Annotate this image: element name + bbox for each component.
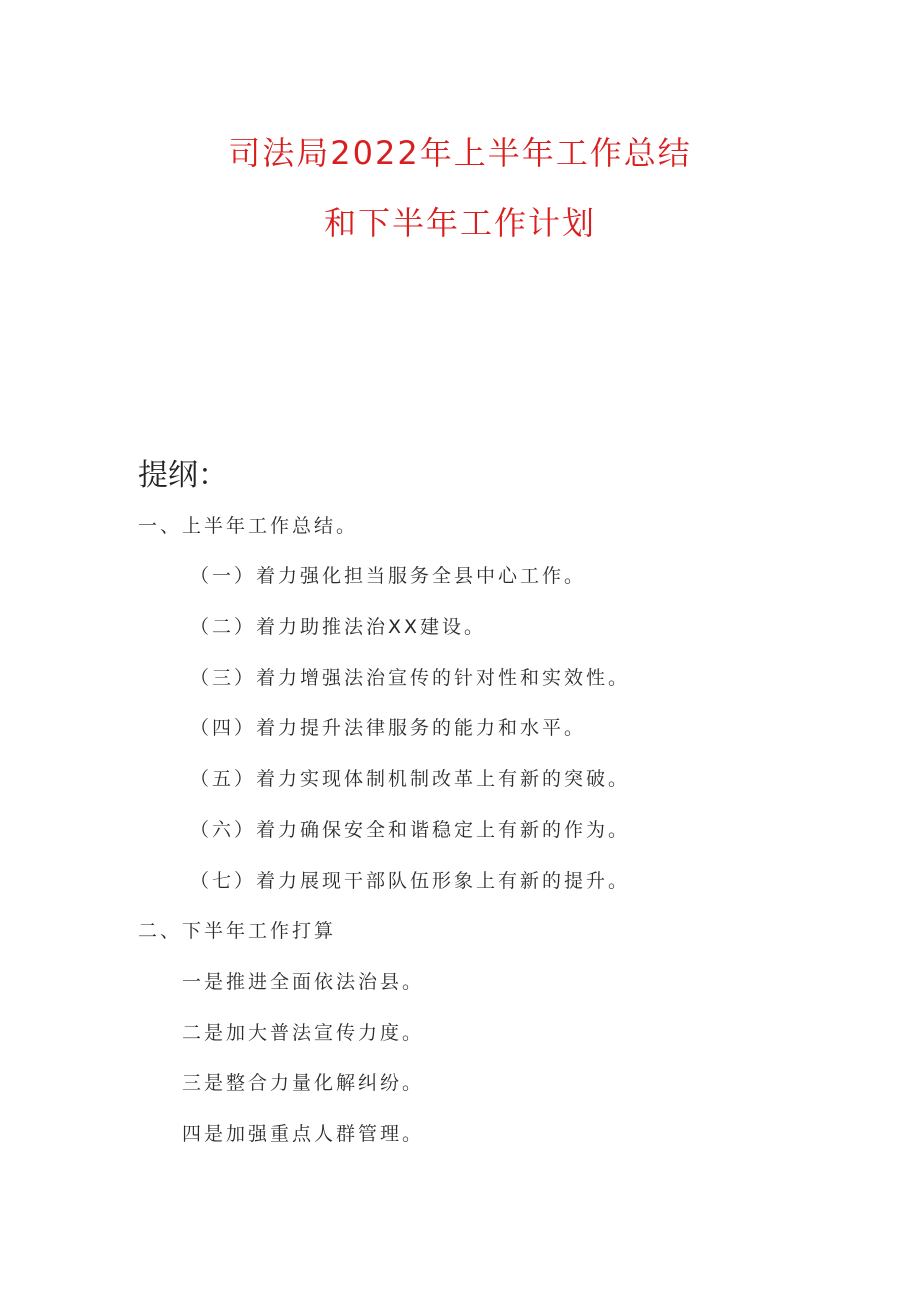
summary-item-6: （六）着力确保安全和谐稳定上有新的作为。: [190, 819, 631, 841]
summary-item-7: （七）着力展现干部队伍形象上有新的提升。: [190, 870, 631, 892]
summary-item-3: （三）着力增强法治宣传的针对性和实效性。: [190, 667, 631, 689]
summary-item-1: （一）着力强化担当服务全县中心工作。: [190, 565, 587, 587]
summary-item-4: （四）着力提升法律服务的能力和水平。: [190, 717, 587, 739]
document-title-line-1: 司法局2022年上半年工作总结: [228, 134, 692, 172]
plan-item-3: 三是整合力量化解纠纷。: [182, 1072, 425, 1094]
plan-item-1: 一是推进全面依法治县。: [182, 971, 425, 993]
section-heading-second-half-plan: 二、下半年工作打算: [138, 920, 337, 942]
outline-heading: 提纲：: [138, 458, 228, 493]
document-title-line-2: 和下半年工作计划: [323, 204, 596, 242]
plan-item-2: 二是加大普法宣传力度。: [182, 1022, 425, 1044]
section-heading-first-half-summary: 一、上半年工作总结。: [138, 515, 359, 537]
plan-item-4: 四是加强重点人群管理。: [182, 1123, 425, 1145]
summary-item-5: （五）着力实现体制机制改革上有新的突破。: [190, 768, 631, 790]
summary-item-2: （二）着力助推法治XX建设。: [190, 616, 487, 638]
